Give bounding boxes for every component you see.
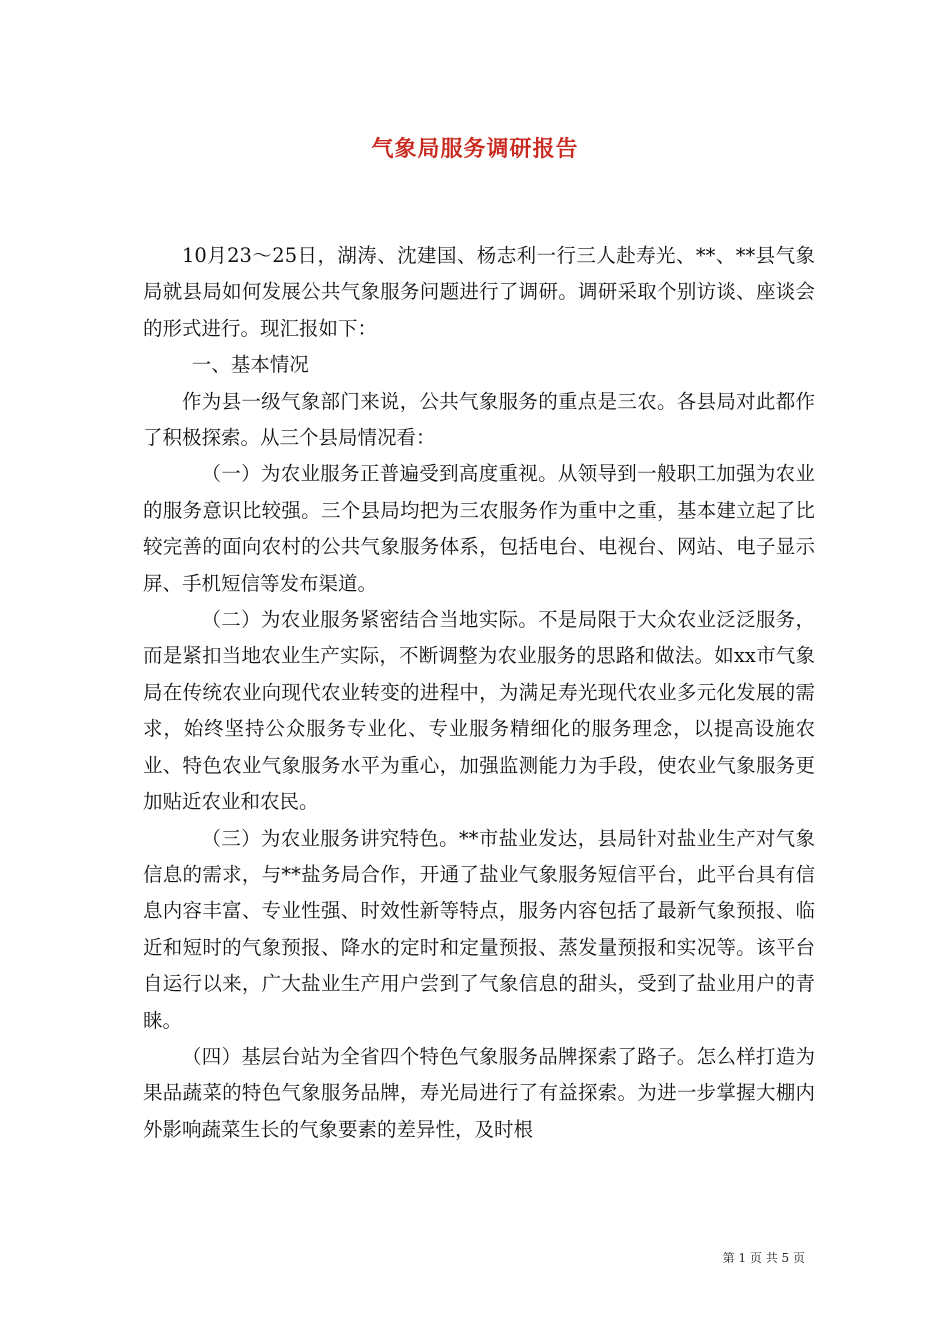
- paragraph-item-3: （三）为农业服务讲究特色。**市盐业发达，县局针对盐业生产对气象信息的需求，与**盐务局合作，开通了盐业气象服务短信平台，此平台具有信息内容丰富、专业性强、时效性新等特点，服务内容包括了最新气象预报、临近和短时的气象预报、降水的定时和定量预报、蒸发量预报和实况等。该平台自运行以来，广大盐业生产用户尝到了气象信息的甜头，受到了盐业用户的青睐。: [143, 826, 815, 1032]
- paragraph-intro: 10月23～25日，湖涛、沈建国、杨志利一行三人赴寿光、**、**县气象局就县局如何发展公共气象服务问题进行了调研。调研采取个别访谈、座谈会的形式进行。现汇报如下：: [143, 244, 815, 340]
- page-number: 第 1 页 共 5 页: [722, 1251, 805, 1265]
- paragraph-item-2: （二）为农业服务紧密结合当地实际。不是局限于大众农业泛泛服务，而是紧扣当地农业生产实际，不断调整为农业服务的思路和做法。如xx市气象局在传统农业向现代农业转变的进程中，为满足寿光现代农业多元化发展的需求，始终坚持公众服务专业化、专业服务精细化的服务理念，以提高设施农业、特色农业气象服务水平为重心，加强监测能力为手段，使农业气象服务更加贴近农业和农民。: [143, 608, 815, 814]
- paragraph-item-4: （四）基层台站为全省四个特色气象服务品牌探索了路子。怎么样打造为果品蔬菜的特色气象服务品牌，寿光局进行了有益探索。为进一步掌握大棚内外影响蔬菜生长的气象要素的差异性，及时根: [143, 1044, 815, 1141]
- document-title: 气象局服务调研报告: [371, 136, 579, 162]
- paragraph-overview: 作为县一级气象部门来说，公共气象服务的重点是三农。各县局对此都作了积极探索。从三个县局情况看：: [143, 389, 815, 450]
- paragraph-item-1: （一）为农业服务正普遍受到高度重视。从领导到一般职工加强为农业的服务意识比较强。三个县局均把为三农服务作为重中之重，基本建立起了比较完善的面向农村的公共气象服务体系，包括电台、电视台、网站、电子显示屏、手机短信等发布渠道。: [143, 462, 815, 595]
- document-body: [143, 238, 815, 1148]
- section-heading: 一、基本情况: [191, 353, 309, 377]
